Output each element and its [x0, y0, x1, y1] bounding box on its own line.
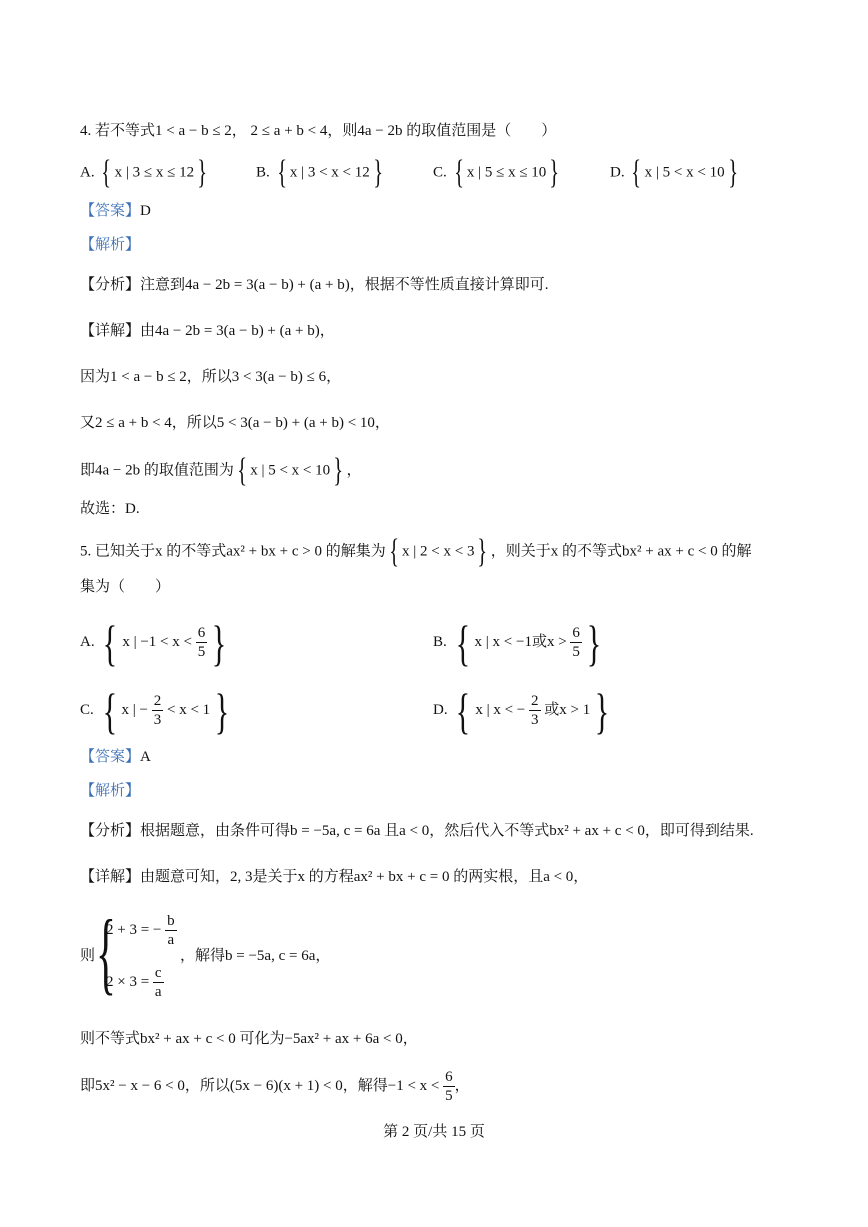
step3-suffix: ， — [346, 462, 362, 479]
answer-value: A — [140, 749, 151, 765]
q5-fenxi: 【分析】根据题意，由条件可得b = −5a, c = 6a 且a < 0，然后代入不等式bx² + ax + c < 0，即可得到结果. — [80, 823, 754, 839]
q5-step2 — [80, 1068, 470, 1105]
fraction: $\frac{6}{5}$ — [445, 1069, 453, 1104]
option-label: B. — [433, 633, 447, 650]
q5-system-eq2 — [106, 964, 164, 1001]
option-label: C. — [80, 701, 94, 718]
option-label: D. — [433, 701, 448, 718]
option-text: x | x < − — [475, 701, 526, 718]
step3-set: x | 5 < x < 10 — [250, 462, 331, 479]
option-text-post: < x < 1 — [166, 701, 211, 718]
eq1-pre: 2 + 3 = − — [106, 921, 162, 938]
q4-answer — [80, 200, 151, 222]
q5-option-b: B. { x | x < −1或x > $\frac{6}{5}$ } — [433, 614, 602, 671]
step2-pre: 即5x² − x − 6 < 0，所以(5x − 6)(x + 1) < 0，解得−1 < x < — [80, 1077, 440, 1094]
q4-conclusion: 故选：D. — [80, 501, 140, 517]
option-label: D. — [610, 164, 625, 181]
answer-tag: 【答案】 — [80, 749, 141, 765]
q4-option-c: C. { x | 5 ≤ x ≤ 10} — [433, 154, 560, 191]
q5-option-d: D. { x | x < − $\frac{2}{3}$ 或x > 1} — [433, 682, 610, 739]
option-label: A. — [80, 164, 95, 181]
q4-stem: 4. 若不等式1 < a − b ≤ 2， 2 ≤ a + b < 4，则4a − 2b 的取值范围是（ ） — [80, 123, 557, 139]
answer-tag: 【答案】 — [80, 203, 141, 219]
option-text: x | 5 ≤ x ≤ 10 — [466, 164, 547, 181]
q5-analysis-tag: 【解析】 — [80, 783, 141, 799]
option-text: x | 3 < x < 12 — [289, 164, 370, 181]
option-text: x | − — [121, 701, 148, 718]
fraction: $\frac{2}{3}$ — [153, 693, 162, 728]
q5-answer — [80, 746, 151, 768]
system-brace: { — [96, 901, 116, 1003]
option-text: x | 5 < x < 10 — [644, 164, 725, 181]
q5-step1: 则不等式bx² + ax + c < 0 可化为−5ax² + ax + 6a < 0， — [80, 1031, 418, 1047]
q4-option-b: B. { x | 3 < x < 12} — [256, 154, 383, 191]
q5-stem-line2: 集为（ ） — [80, 579, 171, 595]
option-text-post: 或x > 1 — [544, 701, 591, 718]
q5-xiangjie: 【详解】由题意可知，2, 3是关于x 的方程ax² + bx + c = 0 的两实根，且a < 0， — [80, 869, 589, 885]
stem-part-b: ，则关于x 的不等式bx² + ax + c < 0 的解 — [490, 543, 752, 560]
stem-part-a: 5. 已知关于x 的不等式ax² + bx + c > 0 的解集为 — [80, 543, 386, 560]
q4-xiangjie: 【详解】由4a − 2b = 3(a − b) + (a + b)， — [80, 323, 335, 339]
q4-step2: 又2 ≤ a + b < 4，所以5 < 3(a − b) + (a + b) < 10， — [80, 415, 390, 431]
step3-prefix: 即4a − 2b 的取值范围为 — [80, 462, 234, 479]
step2-post: ， — [454, 1077, 470, 1094]
q5-system-eq1 — [106, 912, 177, 949]
fraction: $\frac{c}{a}$ — [154, 965, 162, 1000]
option-label: A. — [80, 633, 95, 650]
stem-set: x | 2 < x < 3 — [402, 543, 475, 560]
q4-fenxi: 【分析】注意到4a − 2b = 3(a − b) + (a + b)，根据不等性质直接计算即可. — [80, 277, 549, 293]
answer-value: D — [140, 203, 151, 219]
fraction: $\frac{b}{a}$ — [167, 913, 175, 948]
q4-step1: 因为1 < a − b ≤ 2，所以3 < 3(a − b) ≤ 6， — [80, 369, 342, 385]
eq2-pre: 2 × 3 = — [106, 973, 150, 990]
q4-step3: 即4a − 2b 的取值范围为{ x | 5 < x < 10} ， — [80, 452, 362, 489]
option-label: C. — [433, 164, 447, 181]
q5-option-c: C. { x | − $\frac{2}{3}$ < x < 1} — [80, 682, 230, 739]
q5-system-prefix: 则 — [80, 948, 96, 964]
fraction: $\frac{2}{3}$ — [531, 693, 539, 728]
q4-analysis-tag: 【解析】 — [80, 237, 141, 253]
page-footer: 第 2 页/共 15 页 — [383, 1124, 485, 1140]
q5-stem-line1: 5. 已知关于x 的不等式ax² + bx + c > 0 的解集为{ x | 2 < x < 3} ，则关于x 的不等式bx² + ax + c < 0 的解 — [80, 533, 752, 570]
option-text: x | −1 < x < — [122, 633, 192, 650]
q5-system-suffix: ，解得b = −5a, c = 6a， — [180, 948, 331, 964]
q4-option-d: D. { x | 5 < x < 10} — [610, 154, 738, 191]
fraction: $\frac{6}{5}$ — [572, 625, 580, 660]
option-label: B. — [256, 164, 270, 181]
option-text: x | 3 ≤ x ≤ 12 — [114, 164, 195, 181]
q5-option-a: A. { x | −1 < x < $\frac{6}{5}$ } — [80, 614, 227, 671]
fraction: $\frac{6}{5}$ — [197, 625, 206, 660]
option-text: x | x < −1或x > — [474, 633, 567, 650]
q4-option-a: A. { x | 3 ≤ x ≤ 12} — [80, 154, 208, 191]
